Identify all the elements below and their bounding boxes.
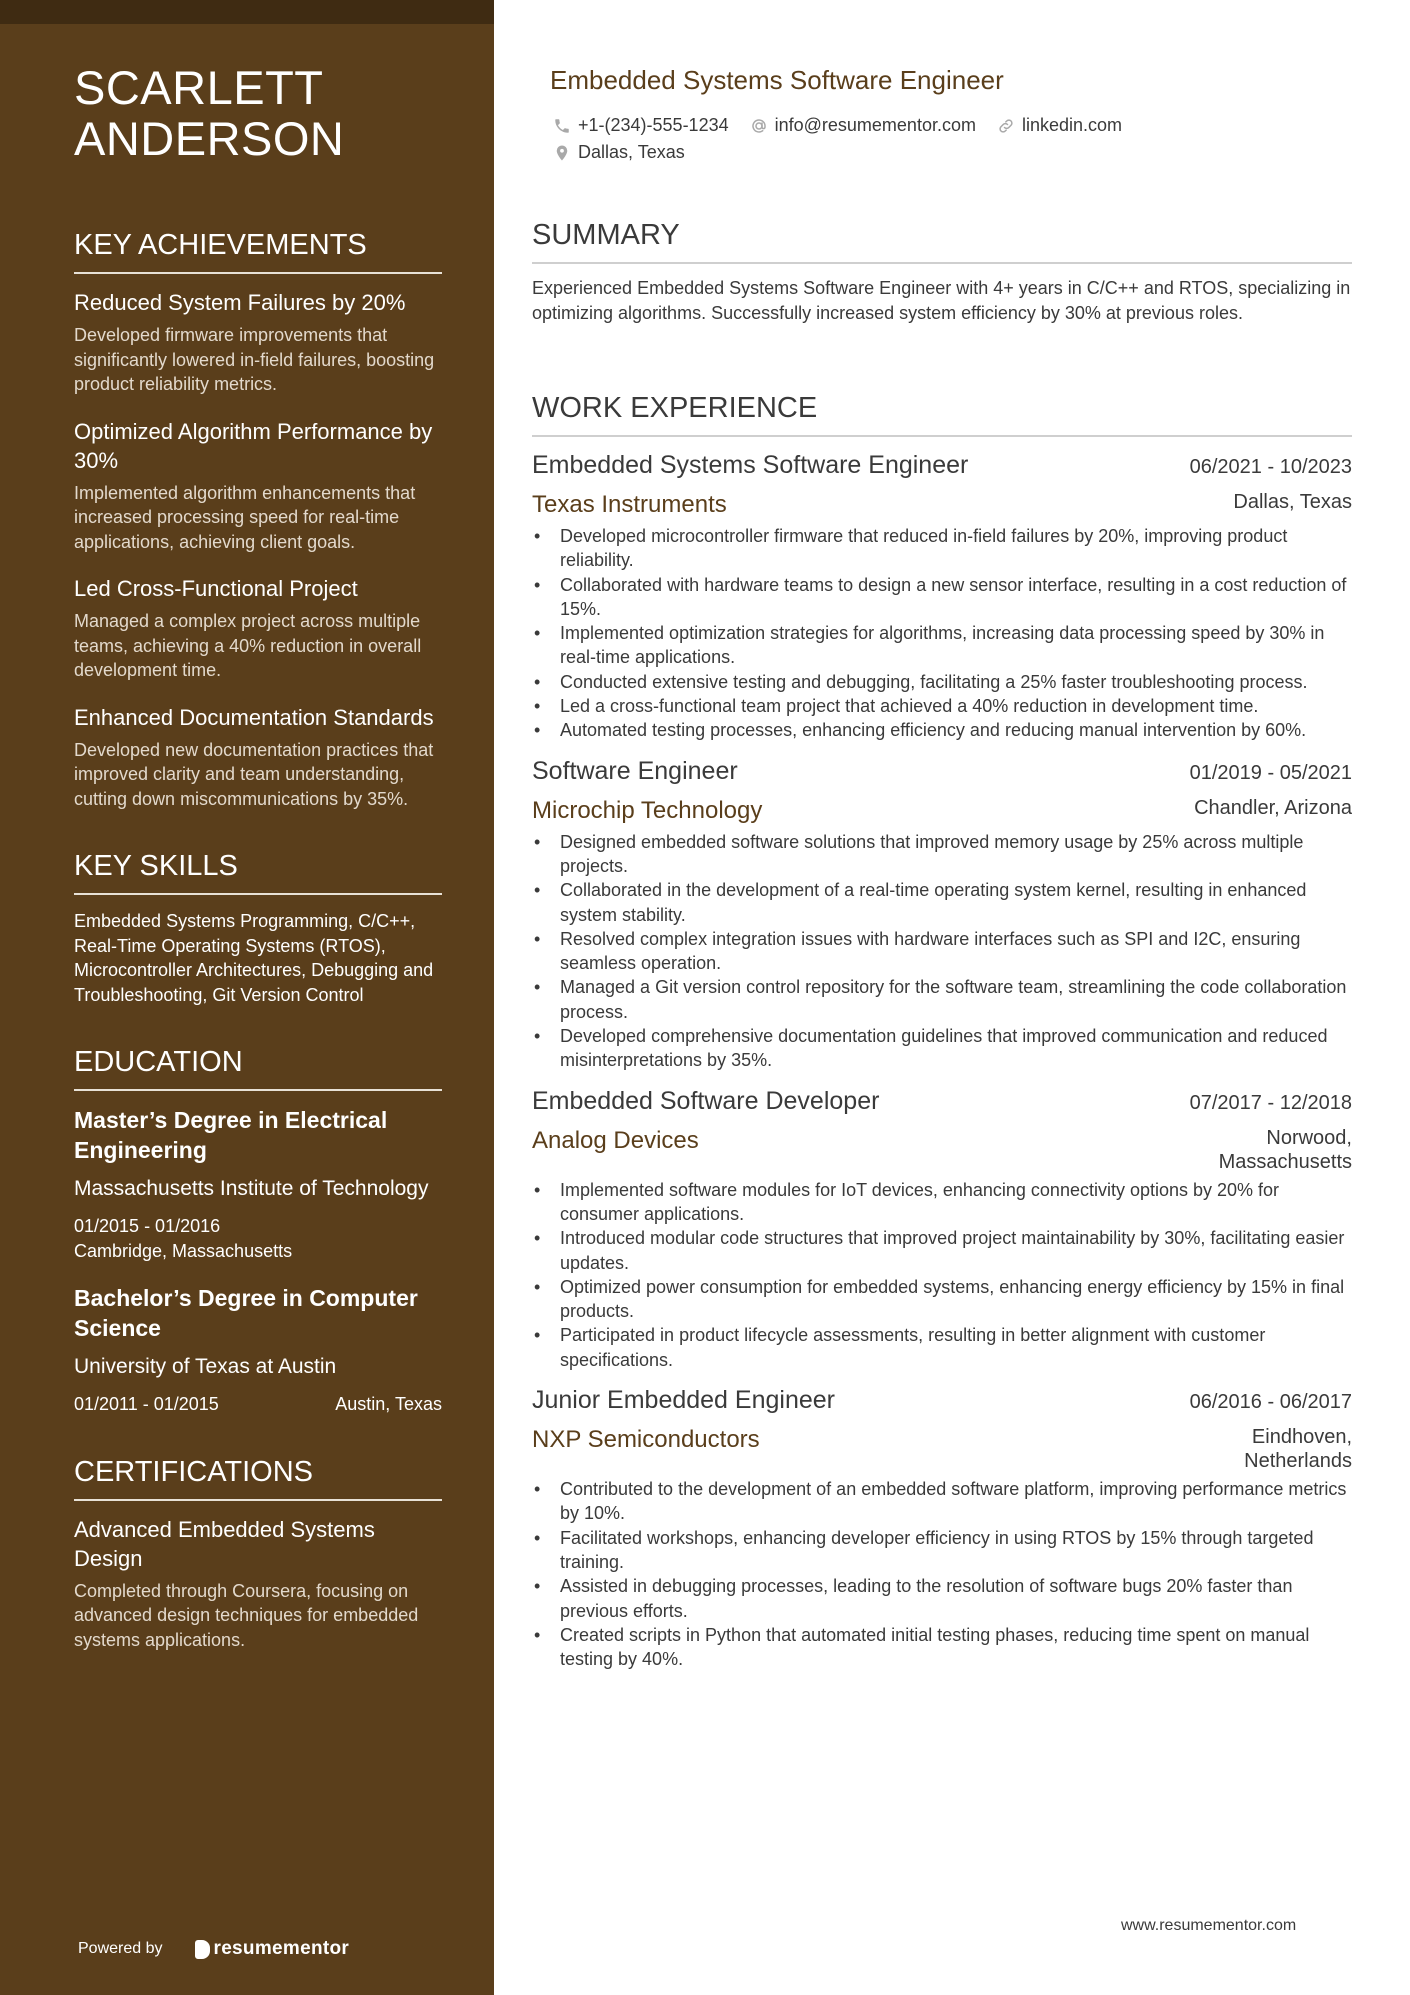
job-bullet: • Resolved complex integration issues with hardware interfaces such as SPI and I2C, ensuring seamless operation. <box>532 927 1352 976</box>
achievement-title: Optimized Algorithm Performance by 30% <box>74 418 433 473</box>
job-bullets <box>532 1477 1352 1671</box>
link-icon <box>996 116 1016 136</box>
job-bullets <box>532 830 1352 1073</box>
experience-section <box>532 391 1352 1671</box>
job-entry <box>532 1384 1352 1671</box>
edu-location: Austin, Texas <box>335 1394 442 1414</box>
achievement-desc: Developed firmware improvements that significantly lowered in-field failures, boosting product reliability metrics. <box>74 325 435 394</box>
linkedin-text: linkedin.com <box>1021 115 1123 135</box>
cert-title: Advanced Embedded Systems Design <box>74 1516 375 1571</box>
education-item <box>74 1105 442 1263</box>
contact-linkedin[interactable] <box>996 112 1122 139</box>
job-location-line: Eindhoven, <box>1251 1426 1352 1449</box>
education-heading: EDUCATION <box>74 1045 442 1091</box>
summary-text: Experienced Embedded Systems Software Engineer with 4+ years in C/C++ and RTOS, specializing in optimizing algorithms. Successfully increased system efficiency by 30% at previous roles. <box>532 278 1351 323</box>
job-bullet: • Created scripts in Python that automated initial testing phases, reducing time spent on manual testing by 40%. <box>532 1623 1352 1672</box>
email-text: info@resumementor.com <box>774 115 976 135</box>
achievement-item <box>74 417 442 555</box>
edu-date-row <box>74 1392 442 1417</box>
job-bullet: • Developed microcontroller firmware that reduced in-field failures by 20%, improving product reliability. <box>532 524 1352 573</box>
job-bullet: • Implemented optimization strategies for algorithms, increasing data processing speed by 30% in real-time applications. <box>532 621 1352 670</box>
achievement-title: Enhanced Documentation Standards <box>74 704 434 730</box>
powered-by <box>78 1938 349 1960</box>
job-bullet: • Introduced modular code structures that improved project maintainability by 30%, facilitating easier updates. <box>532 1226 1352 1275</box>
education-section <box>74 1045 442 1417</box>
job-bullet: • Assisted in debugging processes, leading to the resolution of software bugs 20% faster than previous efforts. <box>532 1574 1352 1623</box>
brand-logo <box>195 1938 350 1960</box>
brand-mark-icon <box>195 1940 210 1959</box>
edu-degree: Bachelor’s Degree in Computer Science <box>74 1285 418 1341</box>
job-location-line: Massachusetts <box>1218 1150 1352 1173</box>
edu-school: University of Texas at Austin <box>74 1355 337 1378</box>
job-bullet: • Collaborated in the development of a real-time operating system kernel, resulting in enhanced system stability. <box>532 878 1352 927</box>
skills-text: Embedded Systems Programming, C/C++, Real-Time Operating Systems (RTOS), Microcontroller Architectures, Debugging and Troubleshooting, Git Version Control <box>74 911 434 1005</box>
skills-section <box>74 849 442 1007</box>
job-bullet: • Collaborated with hardware teams to design a new sensor interface, resulting in a cost reduction of 15%. <box>532 573 1352 622</box>
phone-text: +1-(234)-555-1234 <box>578 115 729 135</box>
job-location: Chandler, Arizona <box>1194 796 1352 819</box>
achievement-title: Led Cross-Functional Project <box>74 576 358 601</box>
job-location-line: Norwood, <box>1266 1126 1352 1149</box>
candidate-name <box>74 62 442 164</box>
job-dates: 06/2021 - 10/2023 <box>1189 456 1352 478</box>
job-role: Junior Embedded Engineer <box>532 1386 835 1415</box>
name-last: ANDERSON <box>74 112 345 165</box>
job-bullet: • Developed comprehensive documentation guidelines that improved communication and reduced misinterpretations by 35%. <box>532 1024 1352 1073</box>
certification-item <box>74 1515 442 1653</box>
job-bullet: • Facilitated workshops, enhancing developer efficiency in using RTOS by 15% through targeted training. <box>532 1526 1352 1575</box>
contact-location <box>552 139 685 166</box>
at-icon <box>749 116 769 136</box>
sidebar <box>0 0 494 1995</box>
job-bullet: • Managed a Git version control repository for the software team, streamlining the code collaboration process. <box>532 975 1352 1024</box>
job-bullets <box>532 1178 1352 1372</box>
location-text: Dallas, Texas <box>578 142 685 162</box>
brand-name: resumementor <box>213 1938 350 1959</box>
phone-icon <box>552 116 572 136</box>
job-company: Analog Devices <box>532 1126 699 1154</box>
education-item <box>74 1283 442 1417</box>
achievement-item <box>74 574 442 683</box>
achievement-item <box>74 288 442 397</box>
achievement-desc: Implemented algorithm enhancements that increased processing speed for real-time applications, achieving client goals. <box>74 482 416 552</box>
job-bullet: • Implemented software modules for IoT devices, enhancing connectivity options by 20% for consumer applications. <box>532 1178 1352 1227</box>
job-company: Microchip Technology <box>532 796 763 824</box>
summary-section <box>532 218 1352 325</box>
sidebar-top-bar <box>0 0 494 24</box>
achievement-desc: Managed a complex project across multiple teams, achieving a 40% reduction in overall development time. <box>74 611 422 680</box>
edu-location: Cambridge, Massachusetts <box>74 1240 293 1261</box>
job-entry <box>532 755 1352 1073</box>
summary-heading: SUMMARY <box>532 218 1352 264</box>
job-dates: 06/2016 - 06/2017 <box>1189 1391 1352 1414</box>
job-company: Texas Instruments <box>532 491 727 518</box>
contact-phone[interactable] <box>552 112 729 139</box>
job-bullet: • Optimized power consumption for embedded systems, enhancing energy efficiency by 15% in final products. <box>532 1275 1352 1324</box>
job-location <box>1219 1126 1352 1174</box>
job-role: Software Engineer <box>532 756 738 785</box>
job-bullet: • Automated testing processes, enhancing efficiency and reducing manual intervention by 60%. <box>532 718 1352 742</box>
job-location <box>1244 1425 1352 1473</box>
job-company: NXP Semiconductors <box>532 1426 760 1454</box>
job-role: Embedded Software Developer <box>532 1086 880 1115</box>
location-pin-icon <box>552 143 572 163</box>
edu-degree: Master’s Degree in Electrical Engineering <box>74 1107 388 1163</box>
job-bullets <box>532 524 1352 743</box>
job-entry <box>532 1085 1352 1372</box>
edu-school: Massachusetts Institute of Technology <box>74 1177 429 1200</box>
job-location: Dallas, Texas <box>1233 491 1352 513</box>
achievements-section <box>74 228 442 811</box>
job-bullet: • Conducted extensive testing and debugging, facilitating a 25% faster troubleshooting process. <box>532 670 1352 694</box>
contact-info <box>552 112 1332 166</box>
footer-site-link[interactable]: www.resumementor.com <box>1121 1917 1297 1934</box>
cert-desc: Completed through Coursera, focusing on advanced design techniques for embedded systems applications. <box>74 1580 419 1650</box>
name-first: SCARLETT <box>74 61 324 114</box>
powered-by-label: Powered by <box>78 1940 163 1957</box>
contact-email[interactable] <box>749 112 976 139</box>
experience-heading: WORK EXPERIENCE <box>532 391 1352 437</box>
achievement-item <box>74 703 442 812</box>
job-dates: 07/2017 - 12/2018 <box>1189 1091 1352 1114</box>
edu-dates: 01/2015 - 01/2016 <box>74 1216 221 1236</box>
skills-heading: KEY SKILLS <box>74 849 442 895</box>
achievements-heading: KEY ACHIEVEMENTS <box>74 228 442 274</box>
job-role: Embedded Systems Software Engineer <box>532 451 969 479</box>
job-bullet: • Designed embedded software solutions that improved memory usage by 25% across multiple projects. <box>532 830 1352 879</box>
job-entry <box>532 449 1352 743</box>
certifications-section <box>74 1455 442 1653</box>
achievement-title: Reduced System Failures by 20% <box>74 290 406 315</box>
job-bullet: • Participated in product lifecycle assessments, resulting in better alignment with customer specifications. <box>532 1323 1352 1372</box>
headline-job-title: Embedded Systems Software Engineer <box>550 65 1004 95</box>
job-bullet: • Contributed to the development of an embedded software platform, improving performance metrics by 10%. <box>532 1477 1352 1526</box>
edu-dates: 01/2011 - 01/2015 <box>74 1394 219 1414</box>
job-bullet: • Led a cross-functional team project that achieved a 40% reduction in development time. <box>532 694 1352 718</box>
certifications-heading: CERTIFICATIONS <box>74 1455 442 1501</box>
achievement-desc: Developed new documentation practices that improved clarity and team understanding, cutting down miscommunications by 35%. <box>74 739 434 809</box>
job-dates: 01/2019 - 05/2021 <box>1189 761 1352 784</box>
job-location-line: Netherlands <box>1244 1450 1352 1473</box>
